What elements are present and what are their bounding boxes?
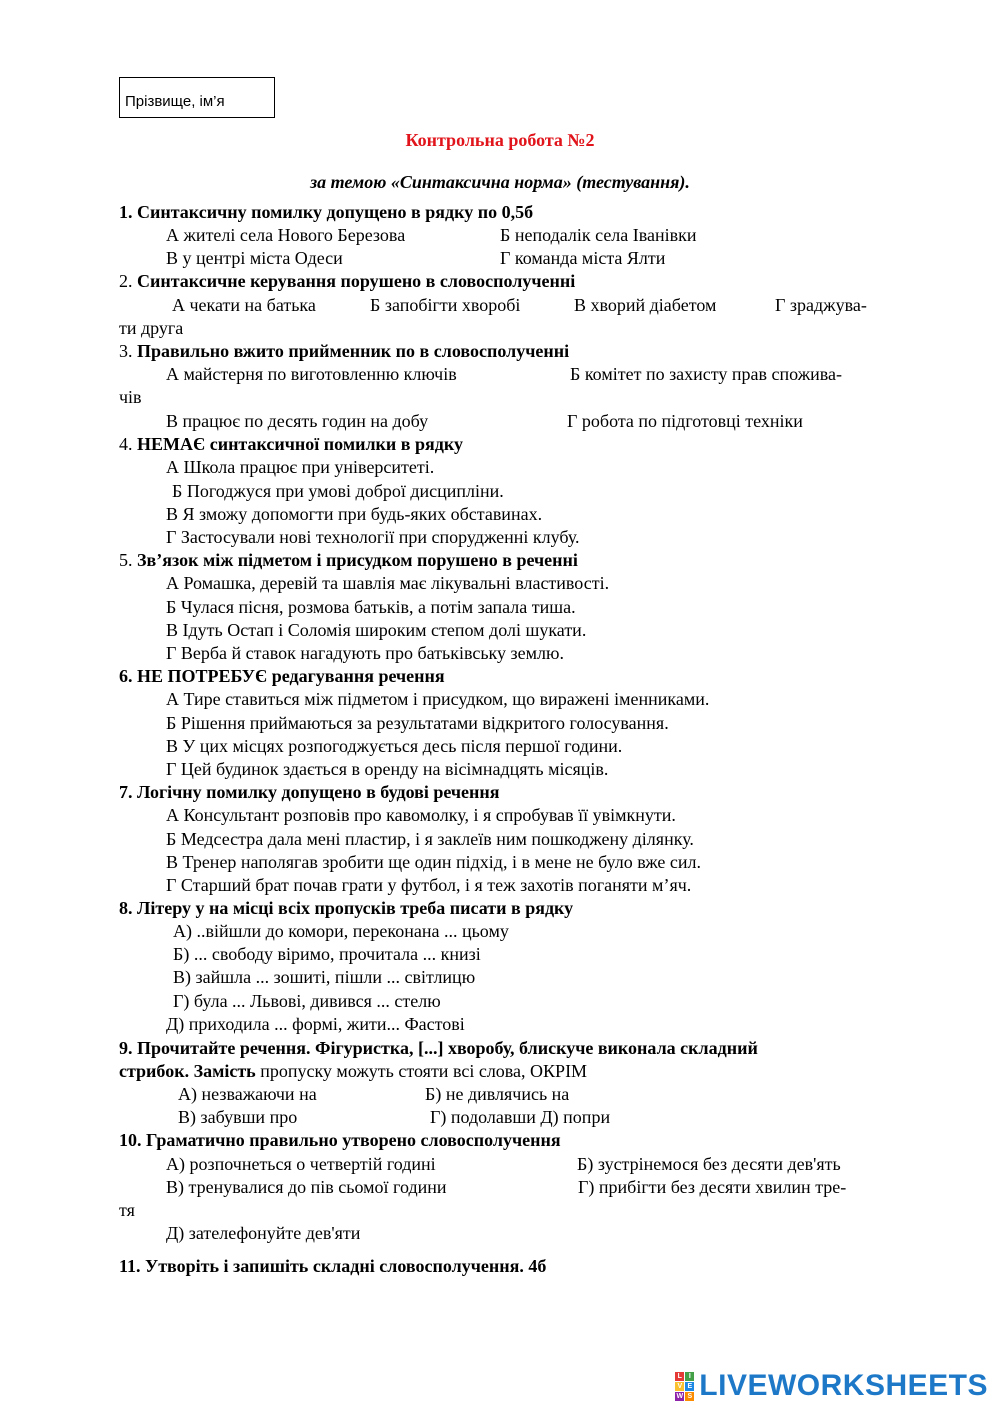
logo-cell: V	[675, 1382, 684, 1391]
logo-cell: E	[685, 1382, 694, 1391]
question-9-regular-part: пропуску можуть стояти всі слова, ОКРІМ	[255, 1061, 588, 1081]
question-8-option-g[interactable]: Г) була ... Львові, дивився ... стелю	[173, 991, 441, 1011]
question-3-heading	[119, 340, 569, 362]
question-1-heading: 1. Синтаксичну помилку допущено в рядку по 0,5б	[119, 202, 534, 222]
question-3-option-g[interactable]: Г робота по підготовці техніки	[567, 411, 803, 431]
question-6-option-b[interactable]: Б Рішення приймаються за результатами відкритого голосування.	[166, 713, 669, 733]
question-5-option-a[interactable]: А Ромашка, деревій та шавлія має лікувальні властивості.	[166, 573, 610, 593]
question-5-option-g[interactable]: Г Верба й ставок нагадують про батьківську землю.	[166, 643, 564, 663]
question-7-option-b[interactable]: Б Медсестра дала мені пластир, і я заклеїв ним пошкоджену ділянку.	[166, 829, 694, 849]
question-2-option-g[interactable]: Г зраджува-	[775, 295, 867, 315]
question-10-option-g[interactable]: Г) прибігти без десяти хвилин тре-	[578, 1177, 847, 1197]
question-9-option-b[interactable]: Б) не дивлячись на	[425, 1084, 570, 1104]
question-4-option-g[interactable]: Г Застосували нові технології при спорудженні клубу.	[166, 527, 580, 547]
liveworksheets-logo-icon	[675, 1372, 694, 1401]
question-3-option-a[interactable]: А майстерня по виготовленню ключів	[166, 364, 457, 384]
question-6-heading: 6. НЕ ПОТРЕБУЄ редагування речення	[119, 666, 445, 686]
question-7-option-g[interactable]: Г Старший брат почав грати у футбол, і я теж захотів поганяти м’яч.	[166, 875, 692, 895]
question-5-text: Зв’язок між підметом і присудком порушено в реченні	[137, 550, 578, 570]
question-9-bold-part: стрибок. Замість	[119, 1061, 256, 1081]
question-8-option-v[interactable]: В) зайшла ... зошиті, пішли ... світлицю	[173, 967, 476, 987]
question-5-number: 5.	[119, 550, 137, 570]
question-10-heading: 10. Граматично правильно утворено словосполучення	[119, 1130, 561, 1150]
question-7-option-a[interactable]: А Консультант розповів про кавомолку, і я спробував її увімкнути.	[166, 805, 676, 825]
question-3-option-b-continued: чів	[119, 387, 142, 407]
question-11-heading: 11. Утворіть і запишіть складні словосполучення. 4б	[119, 1256, 547, 1276]
question-4-option-b[interactable]: Б Погоджуся при умові доброї дисципліни.	[172, 481, 504, 501]
question-6-option-g[interactable]: Г Цей будинок здається в оренду на вісімнадцять місяців.	[166, 759, 609, 779]
question-10-option-g-continued: тя	[119, 1200, 135, 1220]
question-10-option-a[interactable]: А) розпочнеться о четвертій годині	[166, 1154, 436, 1174]
question-9-heading-continued	[119, 1060, 587, 1082]
question-8-option-d[interactable]: Д) приходила ... формі, жити... Фастові	[166, 1014, 465, 1034]
question-3-option-b[interactable]: Б комітет по захисту прав спожива-	[570, 364, 843, 384]
question-4-number: 4.	[119, 434, 137, 454]
question-2-option-b[interactable]: Б запобігти хворобі	[370, 295, 521, 315]
question-2-option-v[interactable]: В хворий діабетом	[574, 295, 717, 315]
name-label: Прізвище, ім’я	[125, 93, 225, 110]
logo-cell: L	[675, 1372, 684, 1381]
question-8-option-a[interactable]: А) ..війшли до комори, переконана ... цьому	[173, 921, 509, 941]
question-5-heading	[119, 549, 578, 571]
liveworksheets-brand[interactable]	[675, 1369, 988, 1403]
question-1-option-a[interactable]: А жителі села Нового Березова	[166, 225, 406, 245]
question-3-number: 3.	[119, 341, 137, 361]
name-field[interactable]	[119, 77, 275, 118]
question-9-option-a[interactable]: А) незважаючи на	[178, 1084, 317, 1104]
question-5-option-b[interactable]: Б Чулася пісня, розмова батьків, а потім запала тиша.	[166, 597, 576, 617]
question-9-heading: 9. Прочитайте речення. Фігуристка, [...] хворобу, блискуче виконала складний	[119, 1038, 758, 1058]
question-7-heading: 7. Логічну помилку допущено в будові речення	[119, 782, 500, 802]
page-subtitle: за темою «Синтаксична норма» (тестування).	[310, 172, 690, 192]
question-6-option-a[interactable]: А Тире ставиться між підметом і присудком, що виражені іменниками.	[166, 689, 710, 709]
logo-cell: S	[685, 1392, 694, 1401]
question-6-option-v[interactable]: В У цих місцях розпогоджується десь після першої години.	[166, 736, 623, 756]
question-2-option-a[interactable]: А чекати на батька	[172, 295, 316, 315]
question-3-option-v[interactable]: В працює по десять годин на добу	[166, 411, 429, 431]
question-2-option-g-continued: ти друга	[119, 318, 184, 338]
question-7-option-v[interactable]: В Тренер наполягав зробити ще один підхід, і в мене не було вже сил.	[166, 852, 702, 872]
question-1-option-v[interactable]: В у центрі міста Одеси	[166, 248, 343, 268]
question-1-option-g[interactable]: Г команда міста Ялти	[500, 248, 666, 268]
question-2-heading	[119, 270, 575, 292]
logo-cell: W	[676, 1392, 684, 1400]
question-10-option-b[interactable]: Б) зустрінемося без десяти дев'ять	[577, 1154, 841, 1174]
question-9-option-v[interactable]: В) забувши про	[178, 1107, 298, 1127]
question-8-heading: 8. Літеру у на місці всіх пропусків треба писати в рядку	[119, 898, 574, 918]
question-10-option-v[interactable]: В) тренувалися до пів сьомої години	[166, 1177, 447, 1197]
page-title: Контрольна робота №2	[405, 130, 595, 150]
question-9-option-g-d[interactable]: Г) подолавши Д) попри	[430, 1107, 611, 1127]
question-1-option-b[interactable]: Б неподалік села Іванівки	[500, 225, 697, 245]
question-2-text: Синтаксичне керування порушено в словосполученні	[137, 271, 576, 291]
question-3-text: Правильно вжито прийменник по в словосполученні	[137, 341, 570, 361]
liveworksheets-wordmark: LIVEWORKSHEETS	[699, 1369, 988, 1402]
question-4-option-v[interactable]: В Я зможу допомогти при будь-яких обставинах.	[166, 504, 543, 524]
question-2-number: 2.	[119, 271, 137, 291]
question-8-option-b[interactable]: Б) ... свободу віримо, прочитала ... книзі	[173, 944, 481, 964]
question-4-option-a[interactable]: А Школа працює при університеті.	[166, 457, 435, 477]
logo-cell: I	[685, 1372, 694, 1381]
question-4-heading	[119, 433, 463, 455]
question-4-text: НЕМАЄ синтаксичної помилки в рядку	[137, 434, 463, 454]
question-10-option-d[interactable]: Д) зателефонуйте дев'яти	[166, 1223, 361, 1243]
question-5-option-v[interactable]: В Ідуть Остап і Соломія широким степом долі шукати.	[166, 620, 587, 640]
